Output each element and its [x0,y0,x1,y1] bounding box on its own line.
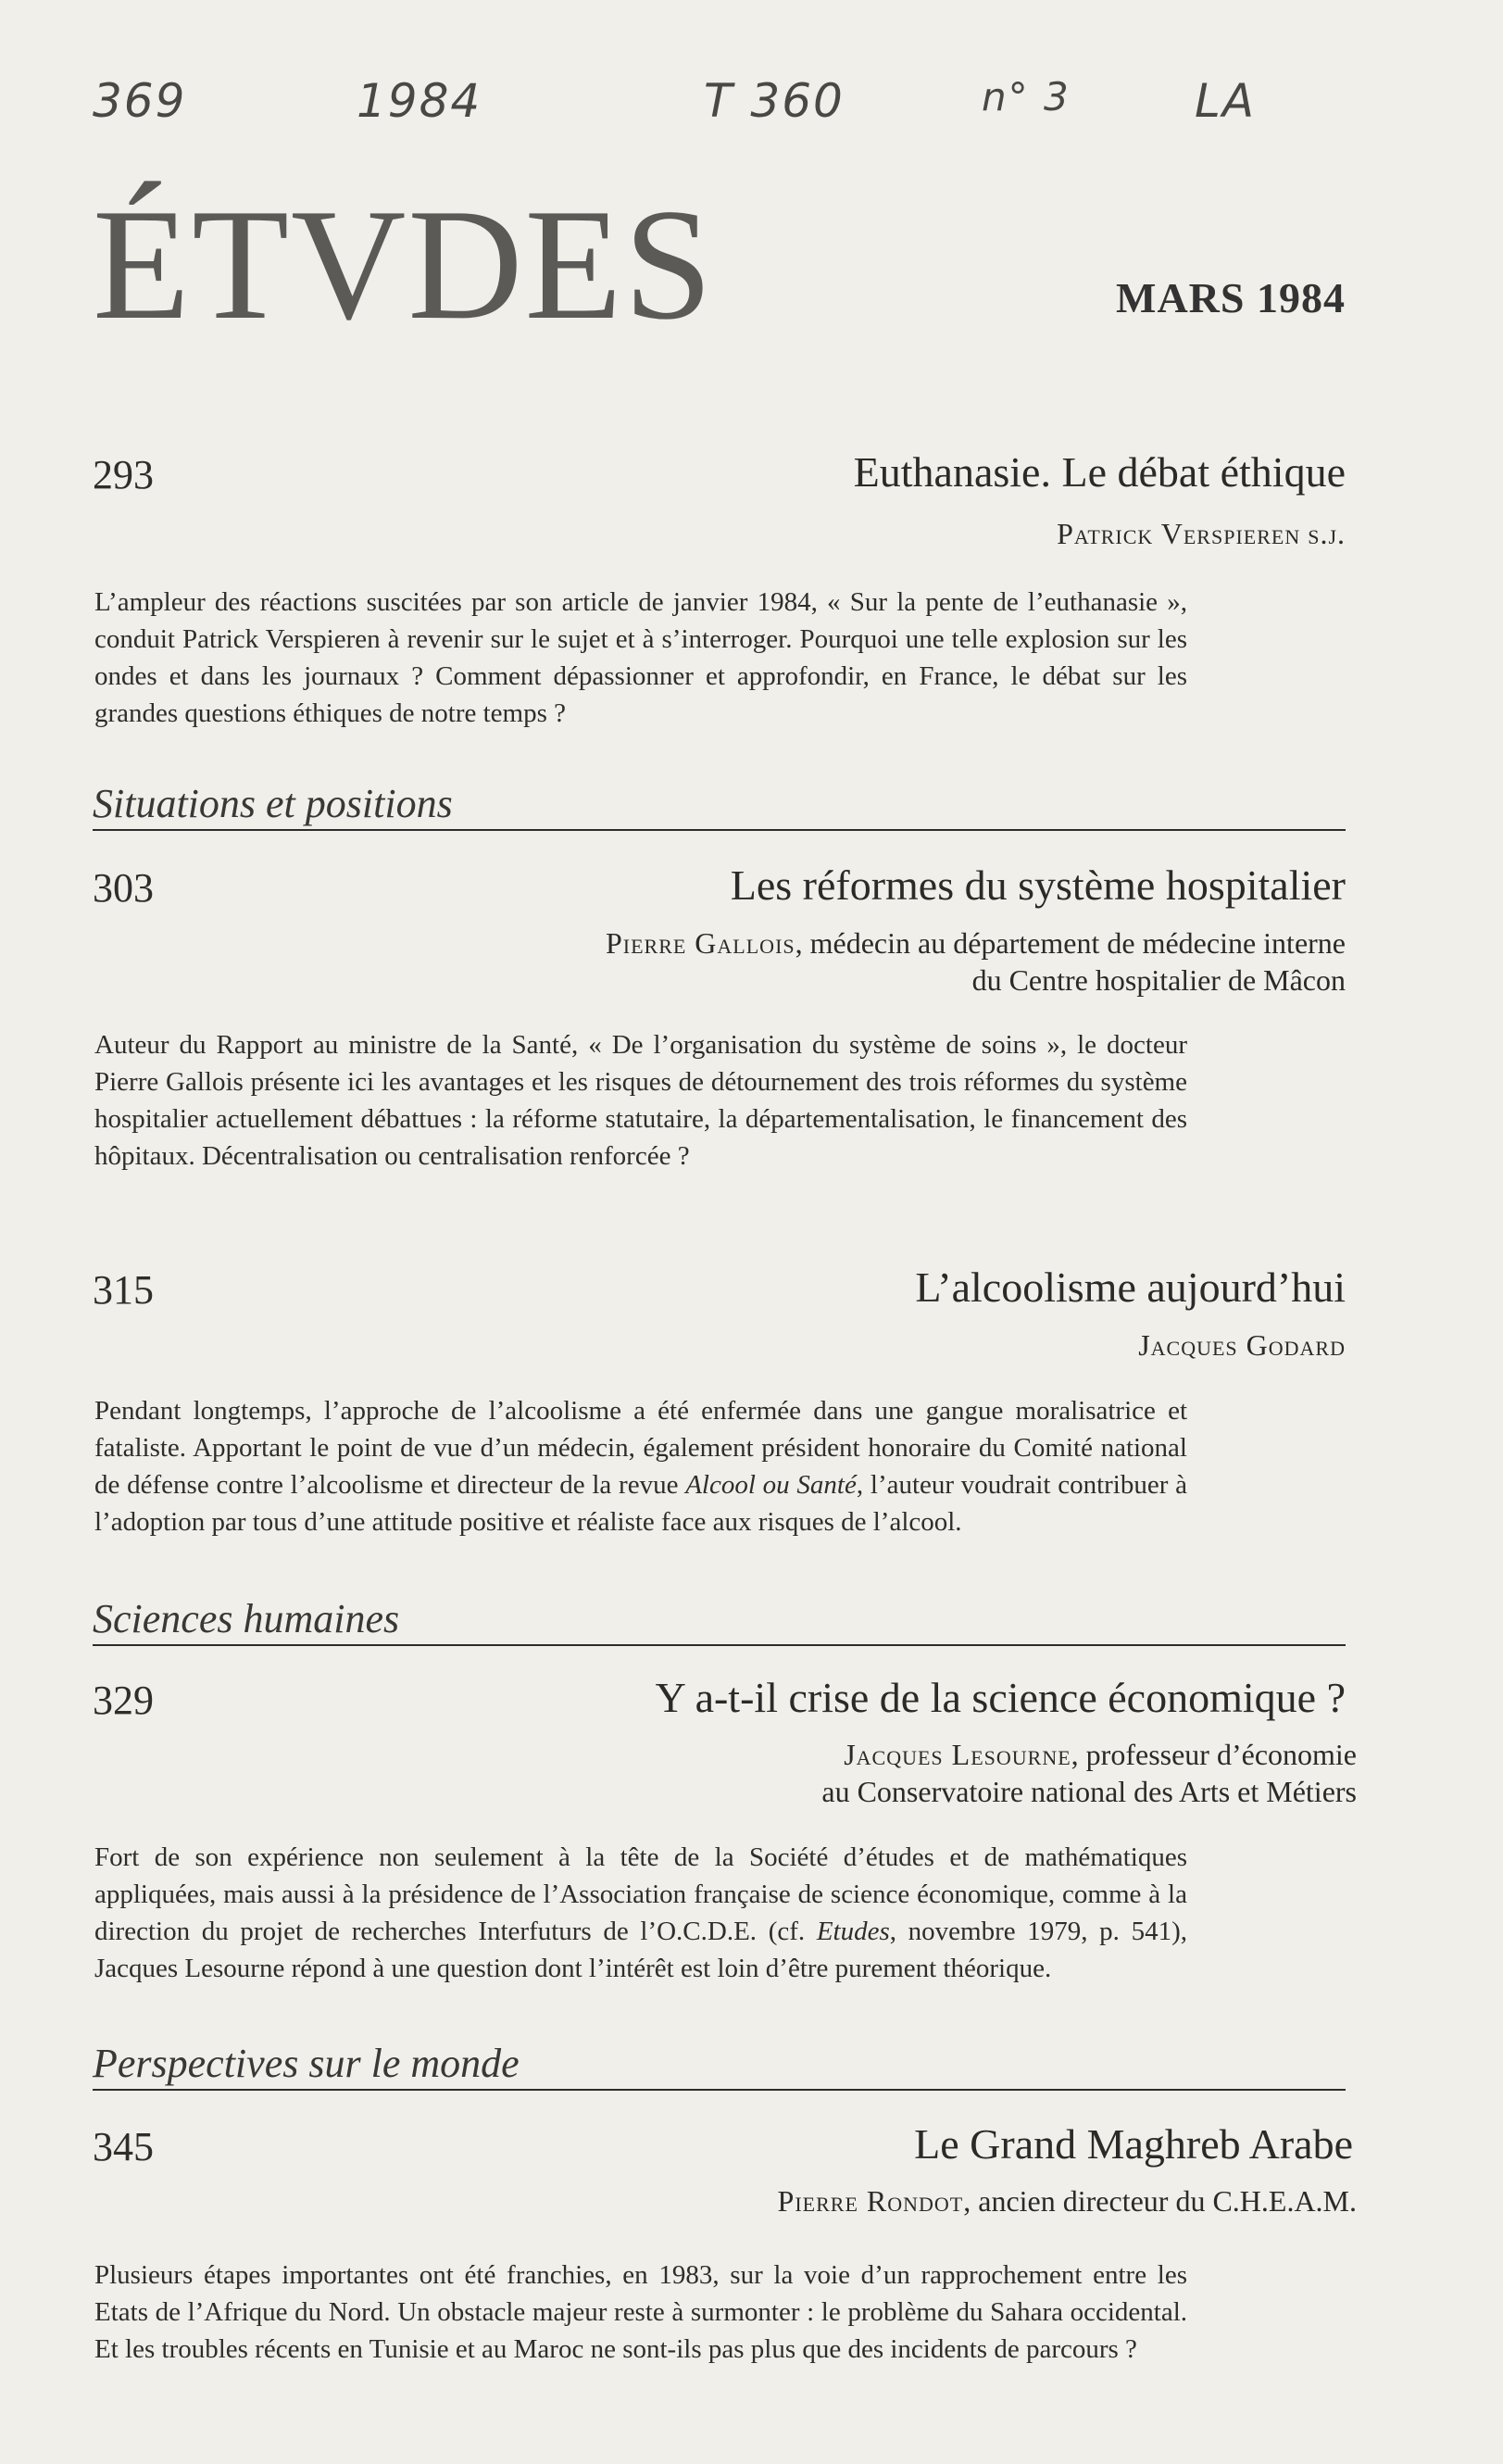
article-4-author-name: Jacques Lesourne [844,1738,1071,1771]
article-4-page: 329 [93,1678,154,1723]
article-3-abstract-journal: Alcool ou Santé [685,1470,857,1500]
article-4-author-line2: au Conservatoire national des Arts et Métiers [821,1775,1357,1808]
handwritten-note-2: 1984 [357,74,482,128]
handwritten-note-4: n° 3 [982,74,1071,119]
issue-date: MARS 1984 [1116,274,1346,321]
article-5-abstract: Plusieurs étapes importantes ont été franchies, en 1983, sur la voie d’un rapprochement entre les Etats de l’Afrique du Nord. Un obstacle majeur reste à surmonter : le problème du Sahara occidental. Et les troubles récents en Tunisie et au Maroc ne sont-ils pas plus que des incidents de parcours ? [94,2260,1187,2364]
article-1-author [1057,515,1346,552]
article-4-abstract-journal: Etudes [816,1917,890,1946]
handwritten-note-1: 369 [93,74,187,128]
section-heading-2 [93,1595,1346,1646]
article-5-author-suffix: , ancien directeur du C.H.E.A.M. [963,2184,1357,2218]
section-heading-3-label: Perspectives sur le monde [93,2041,520,2086]
article-2-page: 303 [93,865,154,911]
article-3-abstract [94,1392,1187,1540]
article-2-abstract: Auteur du Rapport au ministre de la Santé, « De l’organisation du système de soins », le docteur Pierre Gallois présente ici les avantages et les risques de détournement des trois réformes du système hospitalier actuellement débattues : la réforme statutaire, la départementalisation, le financement des hôpitaux. Décentralisation ou centralisation renforcée ? [94,1030,1187,1171]
article-1-page: 293 [93,452,154,497]
article-5-author [778,2182,1357,2219]
section-heading-1 [93,780,1346,831]
article-4-abstract-pre: Fort de son expérience non seulement à la tête de la Société d’études et de mathématiques appliquées, mais aussi à la présidence de l’Association française de science économique, comme à la direction du projet de recherches Interfuturs de l’O.C.D.E. (cf. [94,1842,1187,1946]
article-1-title: Euthanasie. Le débat éthique [853,448,1346,496]
article-3-abstract-post: , l’auteur voudrait contribuer à l’adoption par tous d’une attitude positive et réaliste face aux risques de l’alcool. [94,1470,1188,1537]
section-heading-3 [93,2040,1346,2091]
article-4-title: Y a-t-il crise de la science économique ? [655,1674,1346,1721]
article-5-title: Le Grand Maghreb Arabe [914,2120,1353,2168]
article-3-title: L’alcoolisme aujourd’hui [915,1263,1346,1311]
article-1-author-suffix: s.j. [1308,517,1346,550]
section-heading-2-label: Sciences humaines [93,1596,400,1641]
section-heading-1-label: Situations et positions [93,781,453,826]
article-4-abstract-post: , novembre 1979, p. 541), Jacques Lesourne répond à une question dont l’intérêt est loin d’être purement théorique. [94,1917,1187,1983]
article-2-title: Les réformes du système hospitalier [730,861,1346,909]
article-4-author [821,1736,1357,1810]
article-3-author-name: Jacques Godard [1138,1328,1346,1362]
article-4-abstract [94,1839,1187,1987]
article-2-author-line2: du Centre hospitalier de Mâcon [971,963,1346,997]
article-3-abstract-pre: Pendant longtemps, l’approche de l’alcoolisme a été enfermée dans une gangue moralisatrice et fataliste. Apportant le point de vue d’un médecin, également président honoraire du Comité national de défense contre l’alcoolisme et directeur de la revue [94,1396,1187,1500]
article-4-author-suffix: , professeur d’économie [1071,1738,1357,1771]
article-5-page: 345 [93,2124,154,2169]
handwritten-note-5: LA [1195,74,1257,128]
article-1-abstract: L’ampleur des réactions suscitées par son article de janvier 1984, « Sur la pente de l’euthanasie », conduit Patrick Verspieren à revenir sur le sujet et à s’interroger. Pourquoi une telle explosion sur les ondes et dans les journaux ? Comment dépassionner et approfondir, en France, le débat sur les grandes questions éthiques de notre temps ? [94,587,1187,728]
article-5-author-name: Pierre Rondot [777,2184,964,2218]
journal-masthead: ÉTVDES [93,177,715,353]
article-3-page: 315 [93,1267,154,1313]
article-2-author-suffix: , médecin au département de médecine interne [795,926,1346,960]
handwritten-note-3: T 360 [704,74,845,128]
article-3-author [1138,1326,1346,1364]
article-2-author-name: Pierre Gallois [605,926,795,960]
article-1-author-name: Patrick Verspieren [1057,517,1301,550]
article-2-author [606,924,1346,999]
